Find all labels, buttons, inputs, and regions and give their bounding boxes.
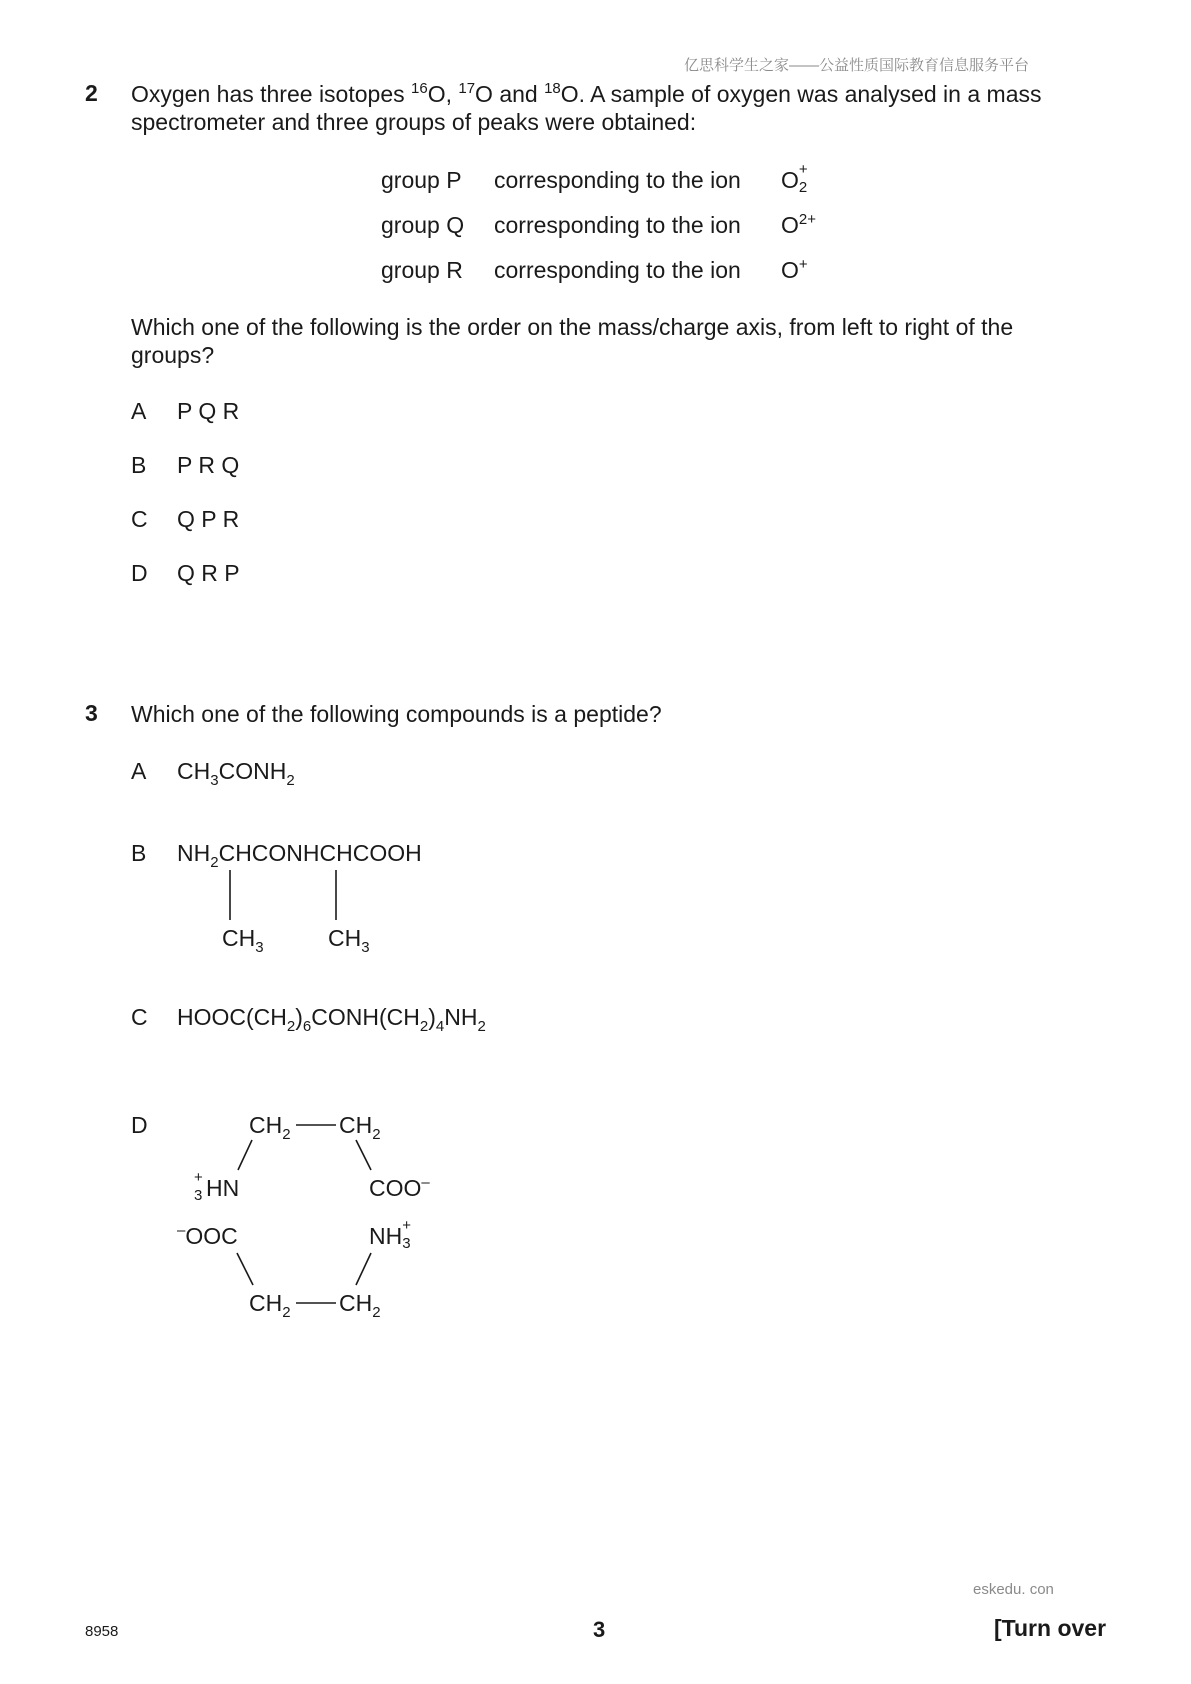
page-number: 3 [593,1617,606,1642]
q3-option-a-formula[interactable]: $CH_3CONH_2$ [177,758,295,789]
q3-option-d-letter[interactable]: D [131,1112,148,1138]
q3-option-b-branch1: $CH_3$ [222,925,264,956]
q3-d-ch2-top-left: $CH_2$ [249,1112,291,1143]
group-q-name: group Q [381,212,465,238]
group-p-desc: corresponding to the ion [494,167,741,193]
q2-question-line1: Which one of the following is the order on the mass/charge axis, from left to right of the [131,314,1014,340]
q2-option-a-letter[interactable]: A [131,398,147,424]
watermark-top: 亿思科学生之家——公益性质国际教育信息服务平台 [684,57,1030,74]
q3-d-coo-right: COO– [369,1174,430,1201]
group-p-ion: O + 2 [781,161,808,196]
q3-option-a-letter[interactable]: A [131,758,147,784]
group-q-ion: $O^{2+}$ [781,211,816,238]
q3-question: Which one of the following compounds is a peptide? [131,701,662,727]
group-q-desc: corresponding to the ion [494,212,741,238]
group-r-ion: O+ [781,256,808,283]
q2-option-d-letter[interactable]: D [131,560,148,586]
q3-d-ch2-top-right: $CH_2$ [339,1112,381,1143]
q2-option-c-letter[interactable]: C [131,506,148,532]
q2-question-line2: groups? [131,342,215,368]
q3-option-c-formula[interactable]: $HOOC(CH_2)_6CONH(CH_2)_4NH_2$ [177,1004,486,1035]
group-p-name: group P [381,167,462,193]
q2-number: 2 [85,80,98,106]
q3-option-c-letter[interactable]: C [131,1004,148,1030]
q3-option-b-branch2: $CH_3$ [328,925,370,956]
q2-intro-line1: Oxygen has three isotopes $^{16}$O, $^{17}$O and $^{18}$O. A sample of oxygen was analysed in a mass [131,80,1042,107]
turn-over-label: [Turn over [994,1615,1107,1641]
group-r-name: group R [381,257,463,283]
q3-option-b-formula[interactable]: $NH_2CHCONHCHCOOH$ [177,840,422,871]
q2-intro-line2: spectrometer and three groups of peaks were obtained: [131,109,697,135]
q3-number: 3 [85,700,98,726]
q2-option-d-text[interactable]: Q R P [177,560,240,586]
footer-code: 8958 [85,1623,119,1640]
q3-d-ch2-bottom-left: $CH_2$ [249,1290,291,1321]
q3-option-b-letter[interactable]: B [131,840,147,866]
q3-d-ooc: –OOC [177,1222,238,1249]
q2-option-c-text[interactable]: Q P R [177,506,240,532]
q3-d-hn: + 3 HN [194,1169,240,1204]
q3-d-ch2-bottom-right: $CH_2$ [339,1290,381,1321]
q2-option-b-text[interactable]: P R Q [177,452,240,478]
q3-d-nh3: NH + 3 [369,1217,411,1252]
q2-option-a-text[interactable]: P Q R [177,398,240,424]
group-r-desc: corresponding to the ion [494,257,741,283]
watermark-bottom: eskedu. con [973,1581,1054,1598]
q2-option-b-letter[interactable]: B [131,452,147,478]
